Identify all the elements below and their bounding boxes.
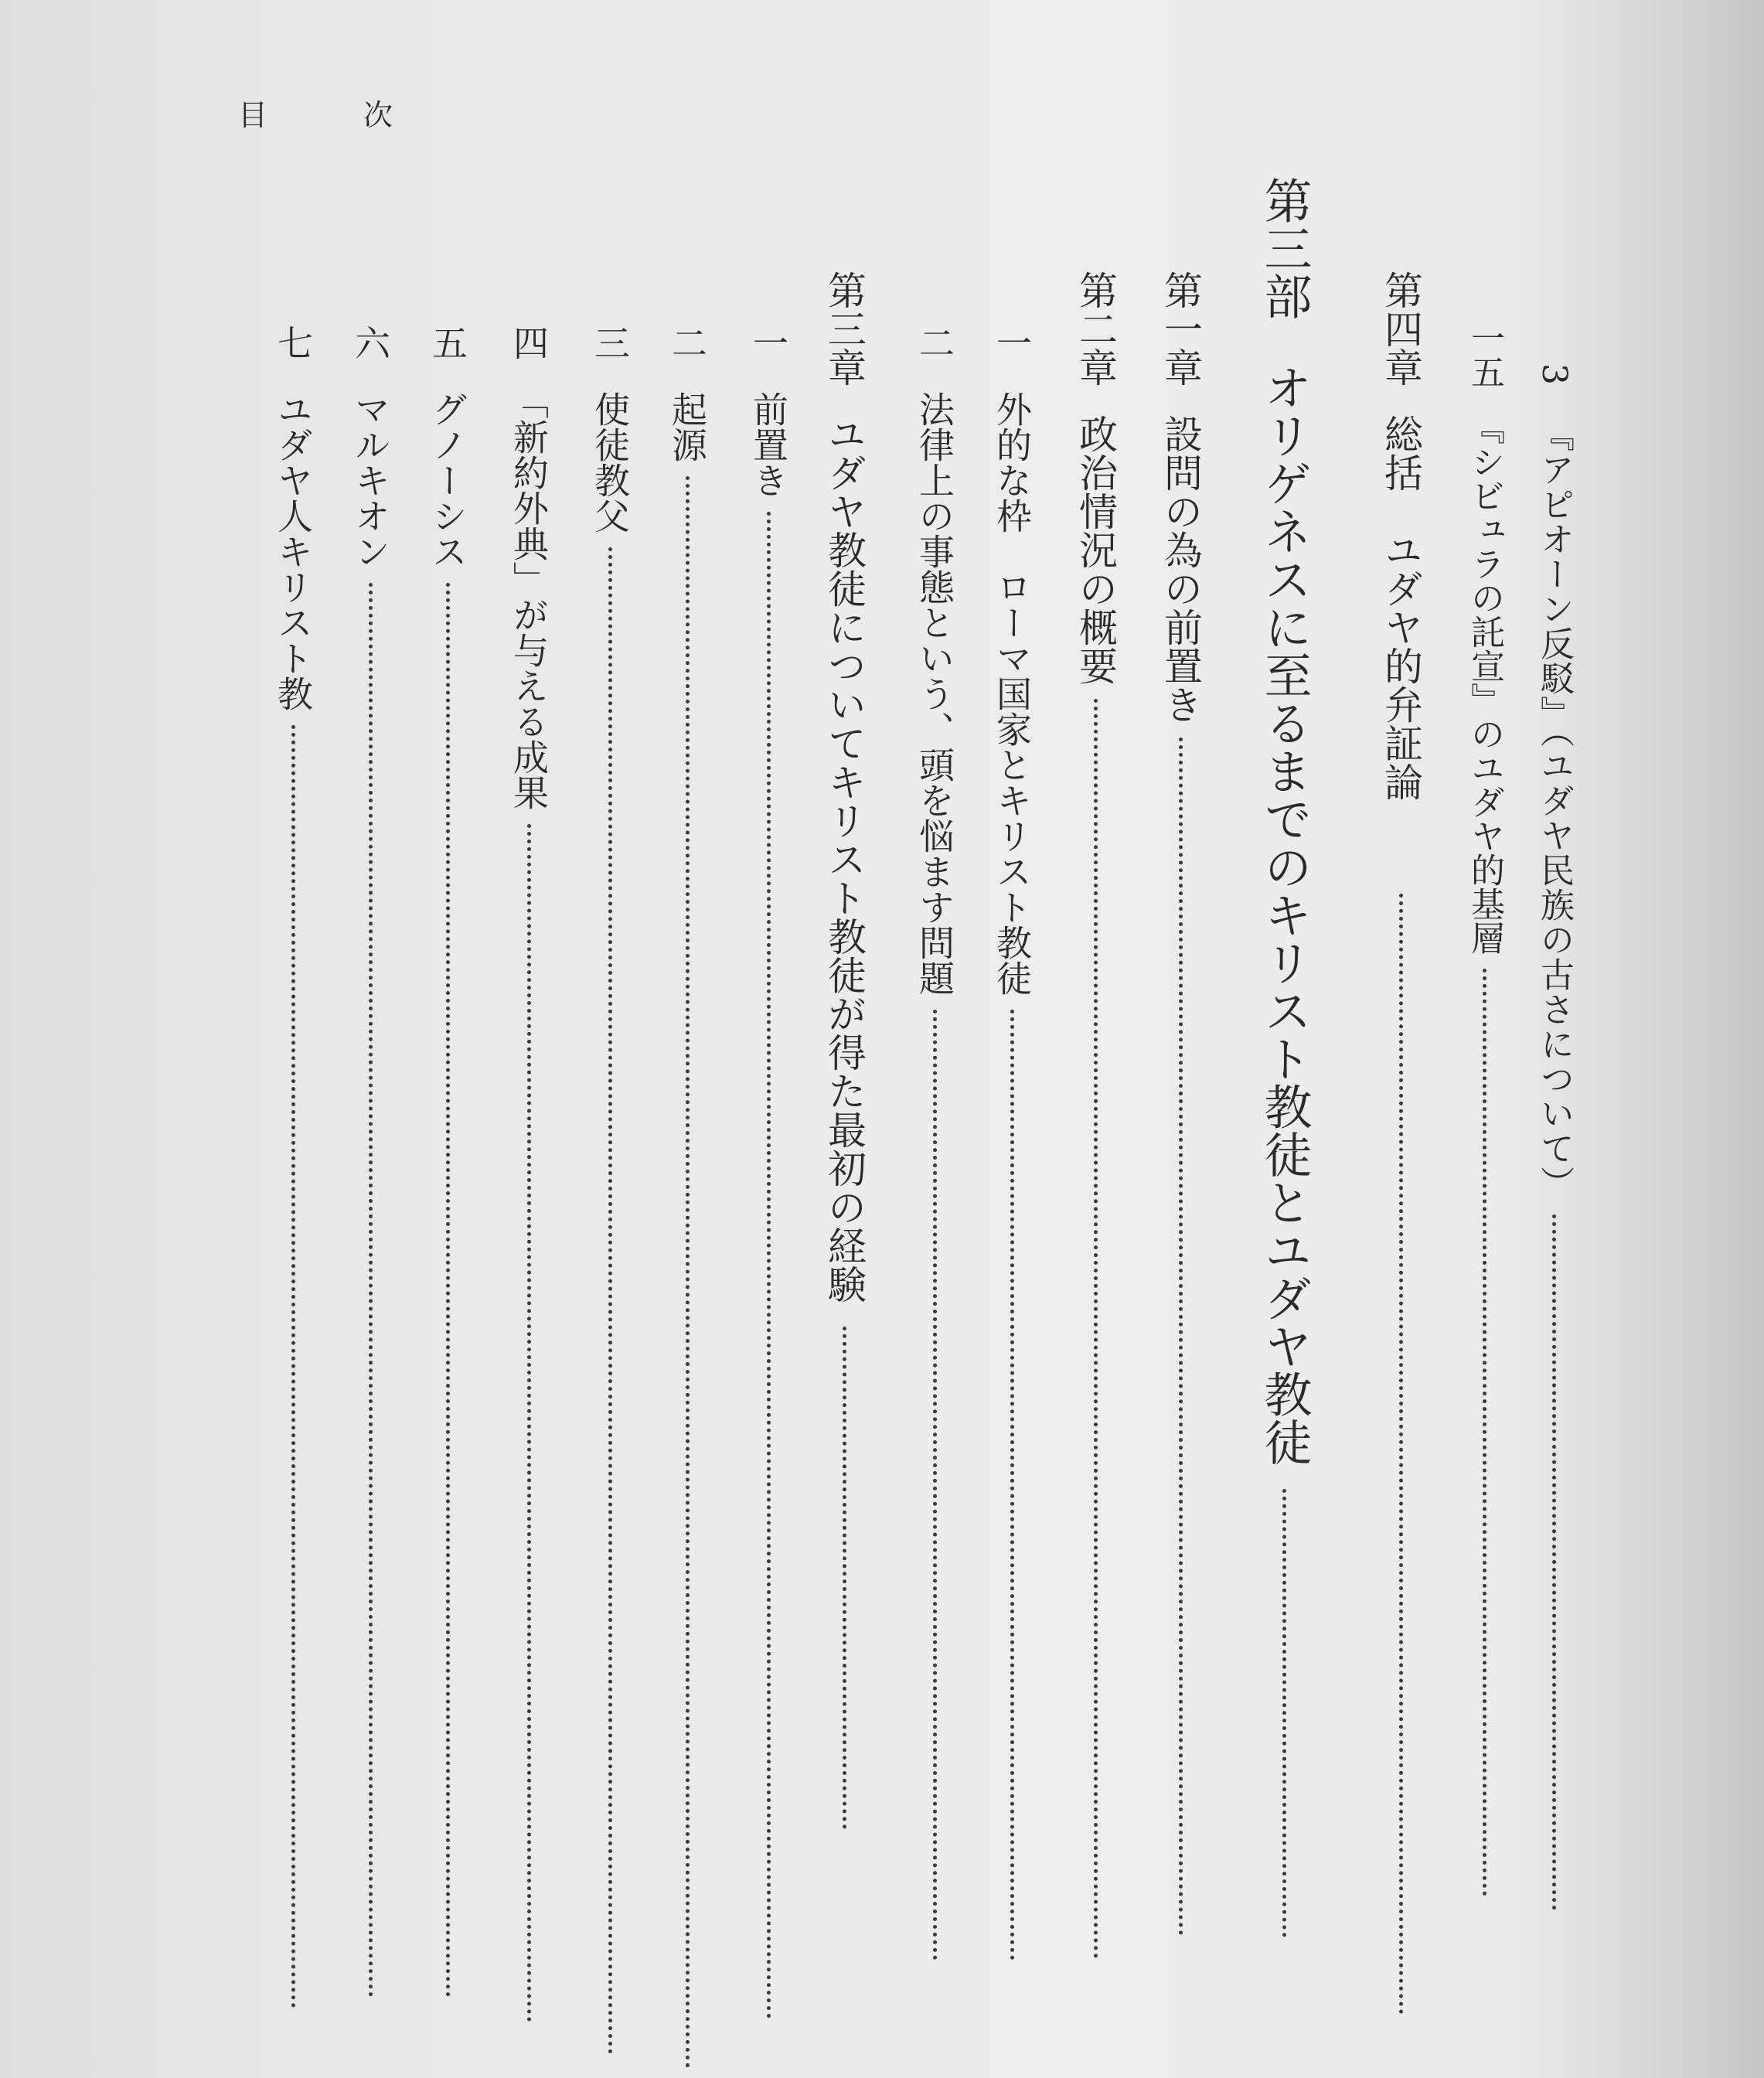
toc-entry[interactable] [1465, 321, 1504, 1896]
entry-number: 第二章 [1073, 271, 1118, 387]
toc-entry[interactable] [272, 325, 314, 2008]
dot-leader [446, 583, 450, 1998]
entry-title: 『アピオーン反駁』（ユダヤ民族の古さについて） [1534, 417, 1574, 1201]
dot-leader [1552, 1214, 1556, 1910]
entry-number: 二 [666, 325, 708, 360]
toc-entry[interactable] [666, 325, 708, 2069]
entry-title: 法律上の事態という、頭を悩ます問題 [914, 391, 955, 996]
toc-entry[interactable] [1158, 271, 1203, 1936]
dot-leader [686, 476, 690, 2069]
dot-leader [1399, 894, 1403, 2015]
entry-number: 三 [589, 325, 631, 360]
entry-title: 設問の為の前置き [1158, 414, 1203, 724]
entry-number: 一五 [1465, 321, 1504, 389]
entry-title: 「新約外典」が与える成果 [508, 383, 550, 810]
toc-entry[interactable] [1534, 363, 1574, 1910]
dot-leader [527, 824, 531, 2022]
dot-leader [1282, 1489, 1286, 1937]
dot-leader [608, 547, 612, 2055]
dot-leader [369, 583, 373, 1998]
part-title: オリゲネスに至るまでのキリスト教徒とユダヤ教徒 [1256, 363, 1313, 1466]
entry-title: 総括 ユダヤ的弁証論 [1378, 414, 1423, 801]
toc-entry[interactable] [991, 325, 1033, 1960]
entry-title: 『シビュラの託宣』のユダヤ的基層 [1465, 410, 1504, 955]
header-char-1: 目 [238, 98, 268, 132]
dot-leader [767, 512, 771, 2019]
entry-number: 第一章 [1158, 271, 1203, 387]
dot-leader [1179, 738, 1183, 1936]
toc-entry[interactable] [822, 271, 867, 1829]
entry-number: 3 [1534, 363, 1574, 385]
entry-title: 起源 [666, 391, 708, 462]
entry-number: 五 [427, 325, 468, 360]
dot-leader [1010, 1010, 1014, 1960]
dot-leader [1094, 699, 1098, 1959]
entry-number: 六 [349, 325, 391, 360]
toc-entry[interactable] [589, 325, 631, 2055]
entry-title: 政治情況の概要 [1073, 414, 1118, 685]
toc-entry[interactable] [349, 325, 391, 1998]
entry-number: 二 [914, 325, 955, 360]
toc-entry[interactable] [914, 325, 955, 1960]
entry-number: 四 [508, 325, 550, 360]
entry-title: グノーシス [427, 391, 468, 569]
entry-title: 使徒教父 [589, 391, 631, 533]
dot-leader [291, 725, 295, 2008]
entry-title: マルキオン [349, 391, 391, 569]
dot-leader [933, 1010, 937, 1960]
header-char-2: 次 [363, 98, 393, 132]
entry-number: 第四章 [1378, 271, 1423, 387]
entry-title: 外的な枠 ローマ国家とキリスト教徒 [991, 391, 1033, 996]
dot-leader [843, 1327, 846, 1829]
entry-title: ユダヤ人キリスト教 [272, 391, 314, 711]
entry-number: 七 [272, 325, 314, 360]
entry-title: ユダヤ教徒についてキリスト教徒が得た最初の経験 [822, 414, 867, 1303]
entry-number: 一 [991, 325, 1033, 360]
toc-part-heading[interactable] [1256, 176, 1313, 1937]
toc-entry[interactable] [427, 325, 468, 1998]
toc-entry[interactable] [1378, 271, 1423, 2015]
entry-number: 一 [747, 325, 789, 360]
entry-number: 第三章 [822, 271, 867, 387]
part-number: 第三部 [1256, 176, 1313, 320]
toc-entry[interactable] [747, 325, 789, 2019]
dot-leader [1483, 969, 1486, 1896]
toc-entry[interactable] [1073, 271, 1118, 1959]
toc-entry[interactable] [508, 325, 550, 2022]
entry-title: 前置き [747, 391, 789, 498]
